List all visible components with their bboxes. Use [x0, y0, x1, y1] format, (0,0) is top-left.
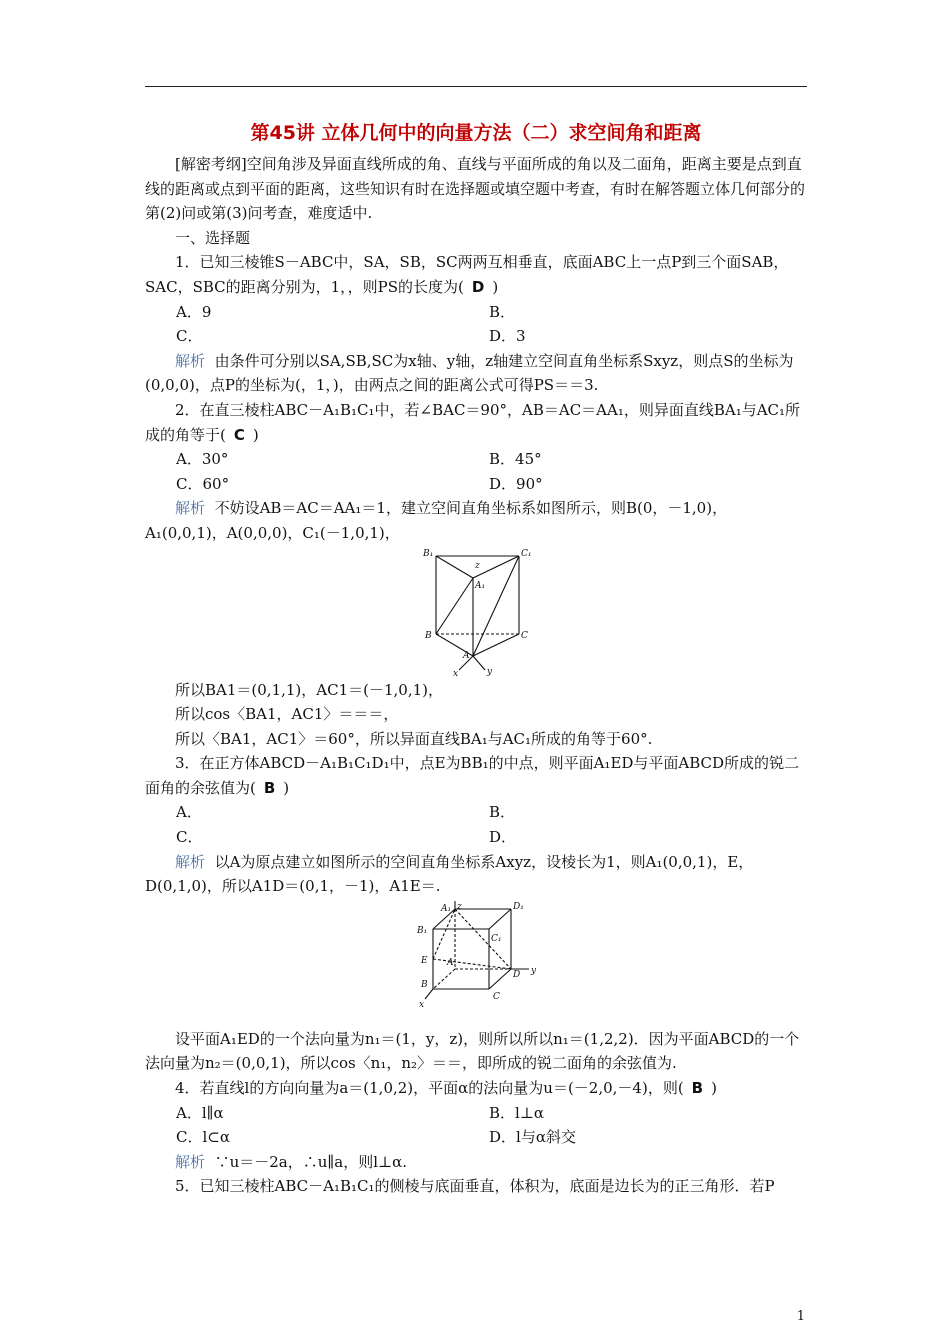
header-rule [145, 86, 807, 87]
solution-4: 解析 ∵u＝－2a，∴u∥a，则l⊥α. [175, 1152, 408, 1171]
document-body [145, 118, 807, 1199]
page-number: 1 [796, 1309, 805, 1324]
q2-options-row-1 [145, 447, 807, 472]
q3-options-row-2 [145, 825, 807, 850]
q2-options-row-2 [145, 472, 807, 497]
label-x: x [453, 668, 459, 676]
label-b1: B₁ [417, 925, 428, 936]
q4-options-row-1 [145, 1101, 807, 1126]
answer-2: C [233, 425, 245, 444]
q1-options-row-1 [145, 300, 807, 325]
label-a1: A₁ [475, 580, 486, 591]
label-z: z [475, 560, 480, 571]
option: B． [489, 803, 516, 822]
option: C．l⊂α [176, 1128, 230, 1147]
q1-options-row-2 [145, 324, 807, 349]
prism-diagram [421, 548, 531, 676]
label-y: y [531, 965, 537, 976]
option: B．l⊥α [489, 1103, 545, 1122]
solution-2-line: 所以BA1＝(0,1,1)，AC1＝(－1,0,1)， [175, 680, 443, 699]
prism-figure [145, 548, 807, 676]
solution-2: 解析 不妨设AB＝AC＝AA₁＝1，建立空间直角坐标系如图所示，则B(0，－1,0)，A₁(0,0,1)，A(0,0,0)，C₁(－1,0,1)， [145, 499, 728, 542]
option: A．l∥α [176, 1103, 224, 1122]
page-title: 第45讲 立体几何中的向量方法（二）求空间角和距离 [250, 122, 702, 144]
question-3: 3．在正方体ABCD－A₁B₁C₁D₁中，点E为BB₁的中点，则平面A₁ED与平面ABCD所成的锐二面角的余弦值为( B ) [145, 754, 800, 797]
q3-options-row-1 [145, 800, 807, 825]
question-5: 5．已知三棱柱ABC－A₁B₁C₁的侧棱与底面垂直，体积为，底面是边长为的正三角形．若P [175, 1177, 775, 1196]
option: D．90° [489, 474, 543, 493]
label-e: E [421, 955, 428, 966]
question-2: 2．在直三棱柱ABC－A₁B₁C₁中，若∠BAC＝90°，AB＝AC＝AA₁，则异面直线BA₁与AC₁所成的角等于( C ) [145, 400, 801, 444]
solution-1: 解析 由条件可分别以SA,SB,SC为x轴、y轴，z轴建立空间直角坐标系Sxyz，则点S的坐标为(0,0,0)，点P的坐标为(，1，)，由两点之间的距离公式可得PS＝＝3. [145, 351, 794, 395]
option: A．30° [176, 450, 229, 469]
label-b: B [421, 979, 428, 990]
label-a: A [463, 650, 470, 661]
answer-1: D [471, 277, 485, 296]
option: B．45° [489, 450, 542, 469]
label-c: C [521, 630, 528, 641]
question-4: 4．若直线l的方向向量为a＝(1,0,2)，平面α的法向量为u＝(－2,0,－4)，则( B ) [175, 1079, 717, 1098]
solution-2-line: 所以cos〈BA1，AC1〉＝＝＝， [175, 705, 399, 724]
cube-figure [145, 901, 807, 1025]
cube-diagram [411, 901, 541, 1025]
option: A．9 [176, 302, 212, 321]
label-z: z [457, 901, 462, 912]
solution-3: 解析 以A为原点建立如图所示的空间直角坐标系Axyz，设棱长为1，则A₁(0,0,1)，E，D(0,1,0)，所以A1D＝(0,1，－1)，A1E＝. [145, 852, 754, 896]
solution-3-continued: 设平面A₁ED的一个法向量为n₁＝(1，y，z)，则所以所以n₁＝(1,2,2)．因为平面ABCD的一个法向量为n₂＝(0,0,1)，所以cos〈n₁，n₂〉＝＝，即所成的锐二面角的余弦值为. [145, 1029, 800, 1073]
label-x: x [419, 999, 425, 1010]
option: C． [176, 327, 203, 346]
q4-options-row-2 [145, 1125, 807, 1150]
answer-4: B [691, 1079, 704, 1098]
label-c1: C₁ [491, 933, 502, 944]
label-c1: C₁ [521, 548, 531, 559]
label-a: A [447, 957, 454, 968]
section-heading: 一、选择题 [175, 228, 251, 247]
option: A． [176, 803, 202, 822]
solution-2-line: 所以〈BA1，AC1〉＝60°，所以异面直线BA₁与AC₁所成的角等于60°. [175, 729, 653, 748]
label-b: B [425, 630, 432, 641]
label-d1: D₁ [513, 901, 524, 912]
option: D． [489, 828, 517, 847]
intro-paragraph: [解密考纲]空间角涉及异面直线所成的角、直线与平面所成的角以及二面角，距离主要是点到直线的距离或点到平面的距离，这些知识有时在选择题或填空题中考查，有时在解答题立体几何部分的第(2)问或第(3)问考查，难度适中. [145, 155, 806, 223]
label-y: y [487, 666, 493, 676]
question-1: 1．已知三棱锥S－ABC中，SA，SB，SC两两互相垂直，底面ABC上一点P到三个面SAB，SAC，SBC的距离分别为，1，，则PS的长度为( D ) [145, 253, 789, 296]
option: C． [176, 828, 203, 847]
label-c: C [493, 991, 500, 1002]
option: C．60° [176, 474, 230, 493]
label-b1: B₁ [423, 548, 434, 559]
answer-3: B [263, 778, 276, 797]
label-a1: A₁ [441, 903, 452, 914]
label-d: D [513, 969, 521, 980]
option: D．l与α斜交 [489, 1128, 576, 1147]
option: D．3 [489, 327, 526, 346]
option: B． [489, 302, 516, 321]
